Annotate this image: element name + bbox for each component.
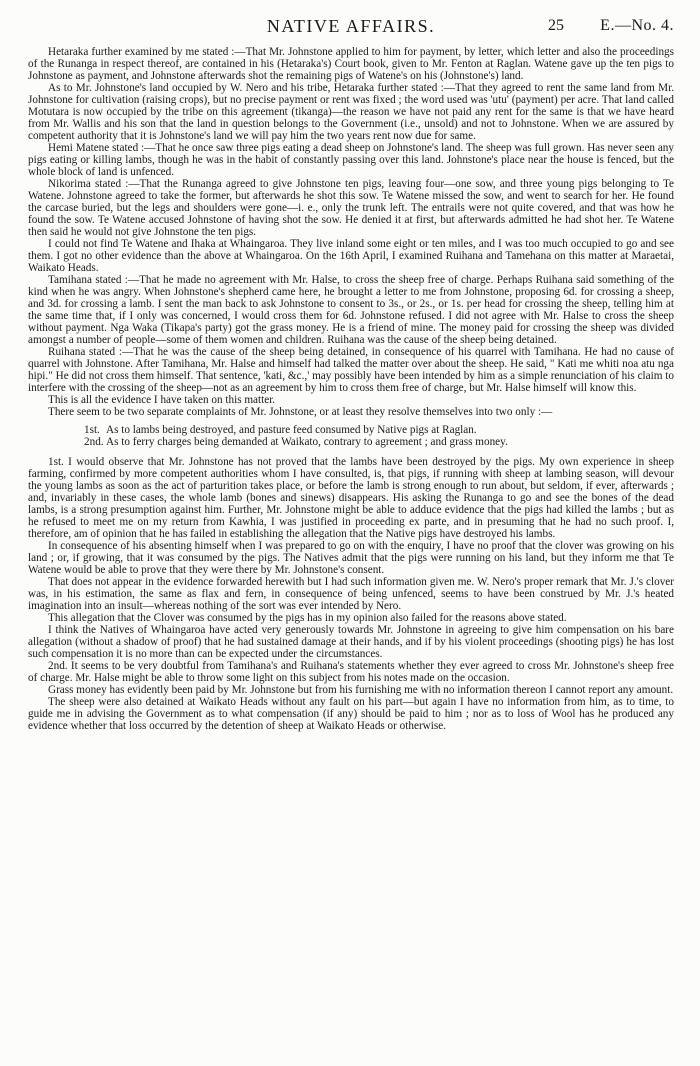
page-number: 25 [548,17,564,34]
paragraph: In consequence of his absenting himself when I was prepared to go on with the enquiry, I have no proof that the clover was growing on his land ; or, if growing, that it was consumed by the pigs. The Natives admit that the pigs were running on his land, but they inform me that Te Watene would be able to prove that they were there by Mr. Johnstone's consent. [28,540,674,576]
paragraph: That does not appear in the evidence forwarded herewith but I had such information given me. W. Nero's proper remark that Mr. J.'s clover was, in his estimation, the same as flax and fern, in consequence of being unfenced, seems to have been construed by Mr. J.'s heated imagination into an insult—whereas nothing of the sort was ever intended by Nero. [28,576,674,612]
paragraph: Nikorima stated :—That the Runanga agreed to give Johnstone ten pigs, leaving four—one sow, and three young pigs belonging to Te Watene. Johnstone agreed to take the former, but afterwards he shot this sow. Te Watene missed the sow, and went to search for her. He found the carcase buried, but the legs and shoulders were gone—i. e., only the trunk left. The entrails were not quite covered, and that was how he found the sow. Te Watene accused Johnstone of having shot the sow. He denied it at first, but afterwards admitted he had shot her. Te Watene then said he would not give Johnstone the ten pigs. [28,178,674,238]
paragraph: There seem to be two separate complaints of Mr. Johnstone, or at least they resolve themselves into two only :— [48,406,553,418]
list-item [84,436,674,448]
list-item-number: 2nd. [84,436,104,448]
paragraph: Grass money has evidently been paid by Mr. Johnstone but from his furnishing me with no information thereon I cannot report any amount. [48,684,674,696]
paragraph: Hemi Matene stated :—That he once saw three pigs eating a dead sheep on Johnstone's land. The sheep was full grown. Has never seen any pigs eating or killing lambs, though he was in the habit of constantly passing over this land. Johnstone's place near the house is fenced, but the whole block of land is unfenced. [28,142,674,178]
list-item-number: 1st. [84,424,100,436]
list-item-text: As to ferry charges being demanded at Waikato, contrary to agreement ; and grass money. [106,436,508,448]
paragraph: As to Mr. Johnstone's land occupied by W. Nero and his tribe, Hetaraka further stated :—That they agreed to rent the same land from Mr. Johnstone for cultivation (raising crops), but no precise payment or rent was fixed ; the word used was 'utu' (payment) per acre. That land called Motutara is now occupied by the tribe on this agreement (tikanga)—the reason we have not paid any rent for the same is that we have heard from Mr. Wallis and his son that the land in question belongs to the Government (i.e., unsold) and not to Johnstone. When we are assured by competent authority that it is Johnstone's land we will pay him the two years rent now due for same. [28,82,674,142]
paragraph: I think the Natives of Whaingaroa have acted very generously towards Mr. Johnstone in agreeing to give him compensation on his bare allegation (without a shadow of proof) that he had sustained damage at their hands, and if by his violent proceedings (shooting pigs) he has lost such compensation it is no more than can be expected under the circumstances. [28,624,674,660]
complaints-list [84,424,674,448]
page-title: NATIVE AFFAIRS. [266,16,436,36]
paragraph: Ruihana stated :—That he was the cause of the sheep being detained, in consequence of his quarrel with Tamihana. He had no cause of quarrel with Johnstone. After Tamihana, Mr. Halse and himself had talked the matter over about the sheep. He said, " Kati me whiti noa atu nga hipi." He did not cross them himself. That sentence, 'kati, &c.,' may possibly have been intended by him as a simple renunciation of his claim to interfere with the crossing of the sheep—not as an agreement by him to cross them free of charge, but Mr. Halse himself will know this. [28,346,674,394]
paragraph: The sheep were also detained at Waikato Heads without any fault on his part—but again I have no information from him, as to time, to guide me in advising the Government as to what compensation (if any) should be paid to him ; nor as to loss of Wool has he produced any evidence whether that loss occurred by the detention of sheep at Waikato Heads or otherwise. [28,696,674,732]
document-body [28,46,674,732]
paragraph: This is all the evidence I have taken on this matter. [48,394,276,406]
document-reference: E.—No. 4. [600,17,674,34]
paragraph: Hetaraka further examined by me stated :—That Mr. Johnstone applied to him for payment, by letter, which letter and also the proceedings of the Runanga in respect thereof, are contained in his (Hetaraka's) Court book, given to Mr. Fenton at Raglan. Watene gave up the ten pigs to Johnstone as payment, and Johnstone afterwards shot the remaining pigs of Watene's on his (Johnstone's) land. [28,46,674,82]
list-item [84,424,674,436]
paragraph: This allegation that the Clover was consumed by the pigs has in my opinion also failed for the reasons above stated. [48,612,567,624]
paragraph: I could not find Te Watene and Ihaka at Whaingaroa. They live inland some eight or ten miles, and I was too much occupied to go and see them. I got no other evidence than the above at Whaingaroa. On the 16th April, I examined Ruihana and Tamehana on this matter at Maraetai, Waikato Heads. [28,238,674,274]
paragraph: 1st. I would observe that Mr. Johnstone has not proved that the lambs have been destroyed by the pigs. My own experience in sheep farming, confirmed by more competent authorities whom I have consulted, is, that pigs, if running with sheep at lambing season, will devour the young lambs as soon as the act of parturition takes place, or before the lamb is strong enough to run about, but seldom, if ever, afterwards ; and, invariably in these cases, the whole lamb (bones and sinews) disappears. His asking the Runanga to go and see the bones of the dead lambs, is a strong presumption against him. Further, Mr. Johnstone might be able to adduce evidence that the pigs had killed the lambs ; but as he refused to meet me on my return from Kawhia, I was justified in proceeding ex parte, and in presuming that he had no such proof. I, therefore, am of opinion that he has failed in establishing the allegation that the Native pigs have destroyed his lambs. [28,456,674,540]
paragraph: 2nd. It seems to be very doubtful from Tamihana's and Ruihana's statements whether they ever agreed to cross Mr. Johnstone's sheep free of charge. Mr. Halse might be able to throw some light on this subject from his notes made on the occasion. [28,660,674,684]
list-item-text: As to lambs being destroyed, and pasture feed consumed by Native pigs at Raglan. [106,424,477,436]
page-header [28,12,674,38]
paragraph: Tamihana stated :—That he made no agreement with Mr. Halse, to cross the sheep free of charge. Perhaps Ruihana said something of the kind when he was angry. When Johnstone's shepherd came here, he brought a letter to me from Johnstone, proposing 6d. for crossing a sheep, and 3d. for crossing a lamb. I sent the man back to ask Johnstone to consent to 3s., or 2s., or 1s. per head for crossing the sheep, telling him at the same time that, if I only was concerned, I would cross them for 6d. Johnstone refused. I did not agree with Mr. Halse to cross the sheep without payment. Nga Waka (Tikapa's party) got the grass money. He is a friend of mine. The money paid for crossing the sheep was divided amongst a number of people—some of them women and children. Ruihana was the cause of the sheep being detained. [28,274,674,346]
